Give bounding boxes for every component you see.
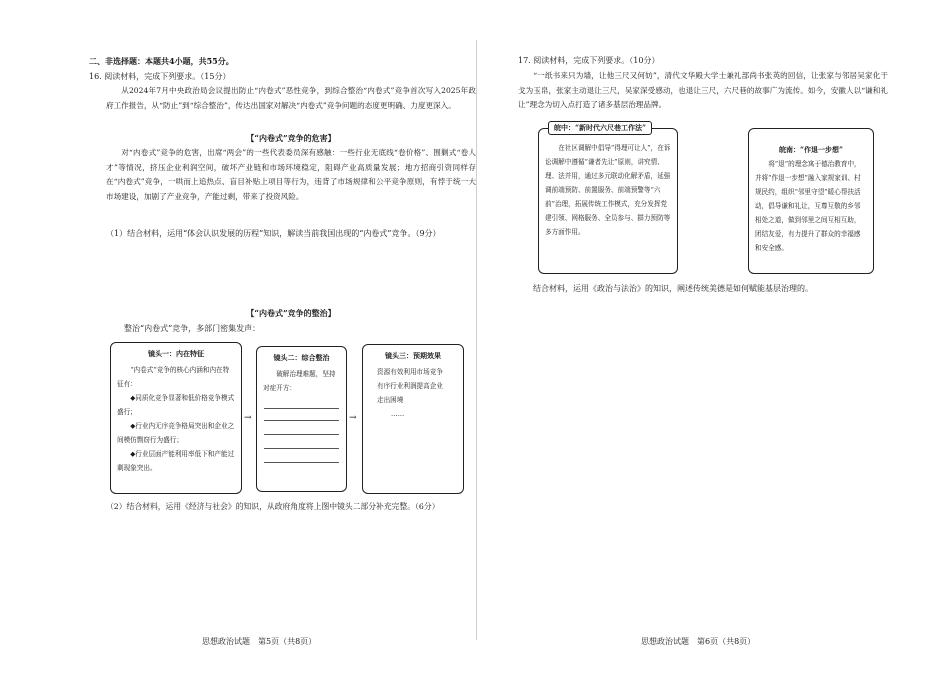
q17-question: 结合材料，运用《政治与法治》的知识，阐述传统美德是如何赋能基层治理的。 — [533, 284, 813, 293]
lens-1-bullet: ◆同质化竞争显著和低价格竞争模式盛行； — [117, 394, 235, 416]
answer-line[interactable] — [264, 434, 339, 435]
wannan-text: 将“退”的理念寓于德治教育中，并将“作退一步想”融入家规家训、村规民约，组织“邻里守望”暖心帮扶活动，倡导谦和礼让，互尊互敬的乡邻相处之道，做到邻里之间互相互助，团结友爱，有力提升了群众的幸福感和安全感。 — [755, 160, 861, 252]
wanzhong-text: 在社区调解中倡导“得理可让人”，在诉讼调解中遵循“谦者先让”原则，讲究情、理、法并用，通过多元联动化解矛盾，延强调前端预防、前置服务、前端预警等“六前”治理，拓展传统工作模式，充分发挥党建引领、网格服务、全员参与、群力预防等多方面作用。 — [545, 144, 671, 236]
wannan-tag: 皖南：“作退一步想” — [778, 145, 844, 154]
q17-paragraph-1: “一纸书来只为墙，让他三尺又何妨”，清代文华殿大学士兼礼部尚书张英的回信，让张家与邻居吴家化干戈为玉帛，张家主动退让三尺，吴家深受感动，也退让三尺，六尺巷的故事广为流传。如今，安徽人以“谦和礼让”理念为切入点打造了诸多基层治理品牌。 — [518, 71, 888, 109]
q16-paragraph-3: 整治“内卷式”竞争，多部门密集发声： — [124, 324, 261, 333]
wanzhong-box — [538, 128, 678, 274]
q16-heading-governance: 【“内卷式”竞争的整治】 — [246, 308, 336, 318]
wanzhong-tag: 皖中：“新时代六尺巷工作法” — [548, 121, 652, 135]
lens-2-title: 镜头二：综合整治 — [273, 353, 330, 362]
q16-heading-harm: 【“内卷式”竞争的危害】 — [246, 133, 336, 143]
wannan-box — [748, 128, 874, 274]
q16-paragraph-2: 对“内卷式”竞争的危害，出席“两会”的一些代表委员深有感触：一些行业无底线“卷价格”、围剿式“卷人才”等情况，挤压企业利润空间，破坏产业链和市场环境稳定，阻碍产业高质量发展；地方招商引资同样存在“内卷式”竞争，一哄而上追热点、盲目补贴上项目等行为，违背了市场规律和公平竞争原则，有悖于统一大市场建设，加剧了产业竞争，产能过剩，带来了投资风险。 — [106, 148, 476, 201]
page-footer-left: 思想政治试题 第5页（共8页） — [202, 637, 317, 646]
q16-subquestion-1: （1）结合材料，运用“体会认识发展的历程”知识，解读当前我国出现的“内卷式”竞争。（9分） — [106, 229, 441, 238]
q16-subquestion-2: （2）结合材料，运用《经济与社会》的知识，从政府角度将上图中镜头二部分补充完整。（6分） — [106, 502, 440, 511]
arrow-right-icon: → — [349, 413, 357, 423]
arrow-right-icon: → — [244, 413, 252, 423]
page-footer-right: 思想政治试题 第6页（共8页） — [641, 637, 756, 646]
page-right — [478, 0, 950, 688]
lens-3-text: 资源有效利用市场竞争有序行业利润提高企业走出困境 — [377, 368, 443, 404]
lens-2-box — [256, 346, 347, 492]
answer-line[interactable] — [264, 420, 339, 421]
q16-intro: 16. 阅读材料，完成下列要求。（15分） — [89, 72, 231, 81]
q17-intro: 17. 阅读材料，完成下列要求。（10分） — [518, 56, 660, 65]
q16-paragraph-1: 从2024年7月中央政治局会议提出防止“内卷式”恶性竞争，到综合整治“内卷式”竞争首次写入2025年政府工作报告，从“防止”到“综合整治”，传达出国家对解决“内卷式”竞争问题的态度更明确、力度更深入。 — [106, 86, 476, 110]
lens-2-text: 破解治理难题，坚持对症开方： — [263, 370, 336, 392]
answer-line[interactable] — [264, 462, 339, 463]
lens-3-box — [362, 344, 464, 494]
page-divider — [476, 40, 477, 640]
lens-3-ellipsis: …… — [391, 410, 405, 418]
lens-3-title: 镜头三：预期效果 — [385, 351, 441, 360]
lens-1-bullet: ◆行业层面产能利用率低下和产能过剩现象突出。 — [117, 450, 235, 472]
lens-1-lead: “内卷式”竞争的核心内涵和内在特征有： — [117, 366, 230, 388]
lens-1-title: 镜头一：内在特征 — [148, 349, 204, 358]
section-title: 二、非选择题：本题共4小题，共55分。 — [89, 56, 234, 66]
lens-1-box — [110, 342, 242, 494]
lens-1-bullet: ◆行业内无序竞争格局突出和企业之间模仿剽窃行为盛行； — [117, 422, 235, 444]
answer-line[interactable] — [264, 408, 339, 409]
answer-line[interactable] — [264, 448, 339, 449]
